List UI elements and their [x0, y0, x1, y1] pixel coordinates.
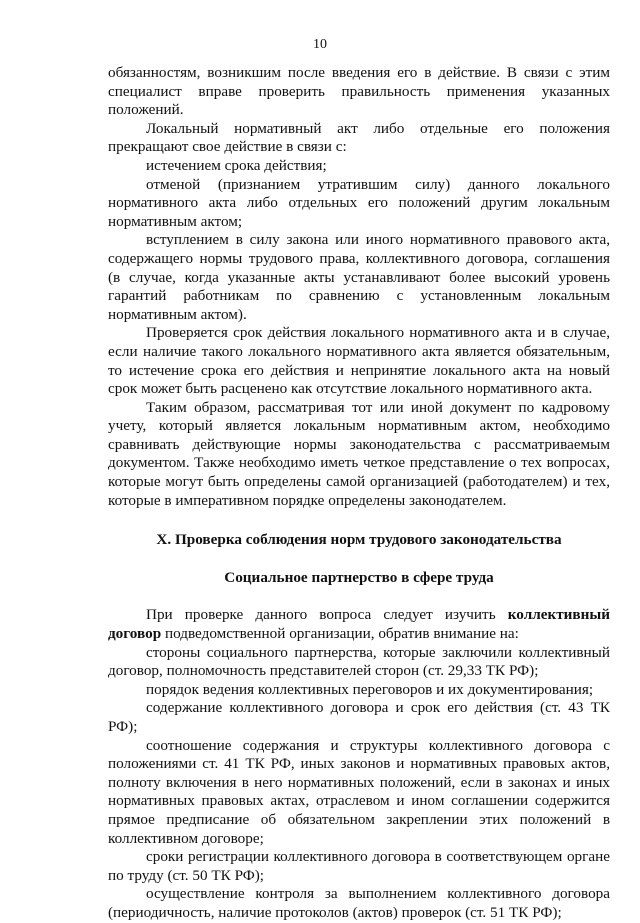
intro-text-end: подведомственной организации, обратив внимание на: [161, 625, 519, 643]
paragraph-validity-check: Проверяется срок действия локального нормативного акта и в случае, если наличие такого локального нормативного акта является обязательным, то истечение срока его действия и непринятие локального акта на новый срок может быть расценено как отсутствие локального нормативного акта. [108, 324, 610, 398]
list-item: порядок ведения коллективных переговоров и их документирования; [146, 680, 594, 698]
subsection-heading: Социальное партнерство в сфере труда [224, 568, 494, 586]
list-item: отменой (признанием утратившим силу) данного локального нормативного акта либо отдельных его положений другим локальным нормативным актом; [108, 175, 610, 230]
list-item: сроки регистрации коллективного договора в соответствующем органе по труду (ст. 50 ТК РФ); [108, 848, 610, 884]
list-item: вступлением в силу закона или иного нормативного правового акта, содержащего нормы трудового права, коллективного договора, соглашения (в случае, когда указанные акты устанавливают более высокий уровень гарантий работникам по сравнению с установленным локальным нормативным актом). [108, 231, 610, 323]
list-item: осуществление контроля за выполнением коллективного договора (периодичность, наличие протоколов (актов) проверок (ст. 51 ТК РФ); [108, 885, 610, 921]
paragraph-continuation: обязанностям, возникшим после введения его в действие. В связи с этим специалист вправе проверить правильность применения указанных положений. [108, 64, 610, 119]
document-body [108, 64, 610, 923]
intro-emphasis: коллективный договор [108, 606, 610, 643]
list-item: соотношение содержания и структуры коллективного договора с положениями ст. 41 ТК РФ, иных законов и нормативных правовых актов, полноту включения в него нормативных положений, если в законах и иных нормативных правовых актах, отраслевом и ином соглашении содержится прямое предписание об обязательном закреплении этих положений в коллективном договоре; [108, 736, 610, 847]
list-item: истечением срока действия; [146, 156, 327, 174]
list-item: стороны социального партнерства, которые заключили коллективный договор, полномочность представителей сторон (ст. 29,33 ТК РФ); [108, 643, 610, 680]
paragraph-termination: Локальный нормативный акт либо отдельные его положения прекращают свое действие в связи с: [108, 119, 610, 156]
intro-text: При проверке данного вопроса следует изучить [146, 606, 508, 624]
paragraph-intro [108, 606, 610, 643]
list-item: содержание коллективного договора и срок его действия (ст. 43 ТК РФ); [108, 699, 610, 735]
page-number: 10 [313, 37, 327, 52]
section-heading: X. Проверка соблюдения норм трудового законодательства [156, 531, 562, 549]
paragraph-conclusion: Таким образом, рассматривая тот или иной документ по кадровому учету, который является локальным нормативным актом, необходимо сравнивать действующие нормы законодательства с рассматриваемым документом. Также необходимо иметь четкое представление о тех вопросах, которые могут быть определены самой организацией (работодателем) и тех, которые в императивном порядке определены законодателем. [108, 398, 610, 509]
